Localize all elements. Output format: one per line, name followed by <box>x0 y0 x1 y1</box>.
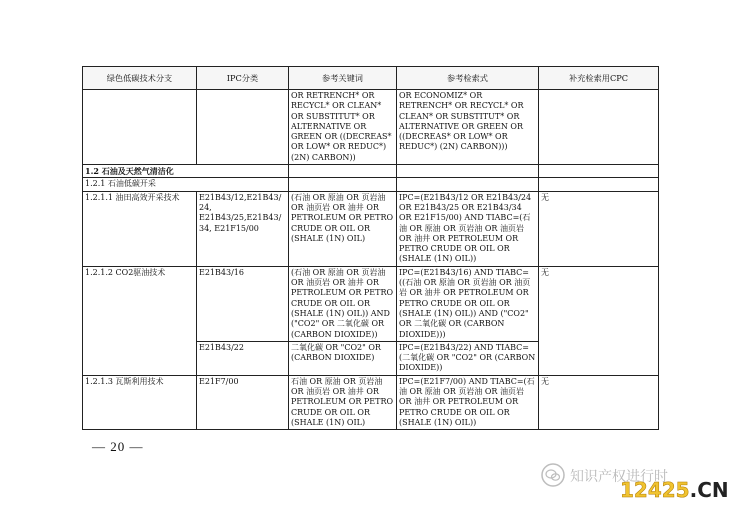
cell-keywords: 二氧化碳 OR "CO2" OR (CARBON DIOXIDE) <box>289 341 397 375</box>
section-row <box>83 165 659 178</box>
header-keywords: 参考关键词 <box>289 67 397 90</box>
page-number: — 20 — <box>92 439 144 454</box>
cell-keywords: 石油 OR 原油 OR 页岩油 OR 油页岩 OR 油井 OR PETROLEUM OR PETRO CRUDE OR OIL OR (SHALE (1N) OIL) <box>289 375 397 429</box>
cell-query: IPC=(E21B43/22) AND TIABC=(二氧化碳 OR "CO2" OR (CARBON DIOXIDE)) <box>397 341 539 375</box>
site-number: 12425 <box>620 478 690 502</box>
cell-keywords: (石油 OR 原油 OR 页岩油 OR 油页岩 OR 油井 OR PETROLEUM OR PETRO CRUDE OR OIL OR (SHALE (1N) OIL) <box>289 191 397 266</box>
cell-cpc: 无 <box>539 375 659 429</box>
cell-branch: 1.2.1.2 CO2驱油技术 <box>83 266 197 375</box>
table-header-row <box>83 67 659 90</box>
section-title: 1.2 石油及天然气清洁化 <box>83 165 289 178</box>
table-row <box>83 191 659 266</box>
header-branch: 绿色低碳技术分支 <box>83 67 197 90</box>
cell-query: OR ECONOMIZ* OR RETRENCH* OR RECYCL* OR CLEAN* OR SUBSTITUT* OR ALTERNATIVE OR GREEN OR ((DECREAS* OR LOW* OR REDUC*) (2N) CARBON))) <box>397 90 539 165</box>
table-row <box>83 266 659 341</box>
header-query: 参考检索式 <box>397 67 539 90</box>
cell-keywords: OR RETRENCH* OR RECYCL* OR CLEAN* OR SUBSTITUT* OR ALTERNATIVE OR GREEN OR ((DECREAS* OR LOW* OR REDUC*) (2N) CARBON)) <box>289 90 397 165</box>
cell-ipc: E21B43/12,E21B43/24, E21B43/25,E21B43/34, E21F15/00 <box>197 191 289 266</box>
cell-keywords: (石油 OR 原油 OR 页岩油 OR 油页岩 OR 油井 OR PETROLEUM OR PETRO CRUDE OR OIL OR (SHALE (1N) OIL)) AND ("CO2" OR 二氧化碳 OR (CARBON DIOXIDE)) <box>289 266 397 341</box>
cell-query: IPC=(E21B43/12 OR E21B43/24 OR E21B43/25 OR E21B43/34 OR E21F15/00) AND TIABC=(石油 OR 原油 OR 页岩油 OR 油页岩 OR 油井 OR PETROLEUM OR PETRO CRUDE OR OIL OR (SHALE (1N) OIL)) <box>397 191 539 266</box>
cell-cpc: 无 <box>539 191 659 266</box>
cell-empty <box>83 90 197 165</box>
cell-cpc: 无 <box>539 266 659 375</box>
header-ipc: IPC分类 <box>197 67 289 90</box>
cell-query: IPC=(E21B43/16) AND TIABC=((石油 OR 原油 OR 页岩油 OR 油页岩 OR 油井 OR PETROLEUM OR PETRO CRUDE OR OIL OR (SHALE (1N) OIL)) AND ("CO2" OR 二氧化碳 OR (CARBON DIOXIDE))) <box>397 266 539 341</box>
cell-empty <box>197 90 289 165</box>
wechat-logo-icon <box>540 462 566 488</box>
cell-branch: 1.2.1.3 瓦斯利用技术 <box>83 375 197 429</box>
cell-ipc: E21B43/16 <box>197 266 289 341</box>
continuation-row <box>83 90 659 165</box>
subsection-title: 1.2.1 石油低碳开采 <box>83 178 289 191</box>
cell-ipc: E21F7/00 <box>197 375 289 429</box>
site-watermark <box>620 478 729 502</box>
cell-branch: 1.2.1.1 油田高效开采技术 <box>83 191 197 266</box>
cell-ipc: E21B43/22 <box>197 341 289 375</box>
cell-empty <box>539 90 659 165</box>
site-domain: .CN <box>689 478 729 502</box>
table-row <box>83 375 659 429</box>
header-cpc: 补充检索用CPC <box>539 67 659 90</box>
watermark-account: 知识产权进行时 <box>570 469 668 485</box>
cell-query: IPC=(E21F7/00) AND TIABC=(石油 OR 原油 OR 页岩油 OR 油页岩 OR 油井 OR PETROLEUM OR PETRO CRUDE OR OIL OR (SHALE (1N) OIL)) <box>397 375 539 429</box>
patent-search-table <box>82 66 659 430</box>
subsection-row <box>83 178 659 191</box>
